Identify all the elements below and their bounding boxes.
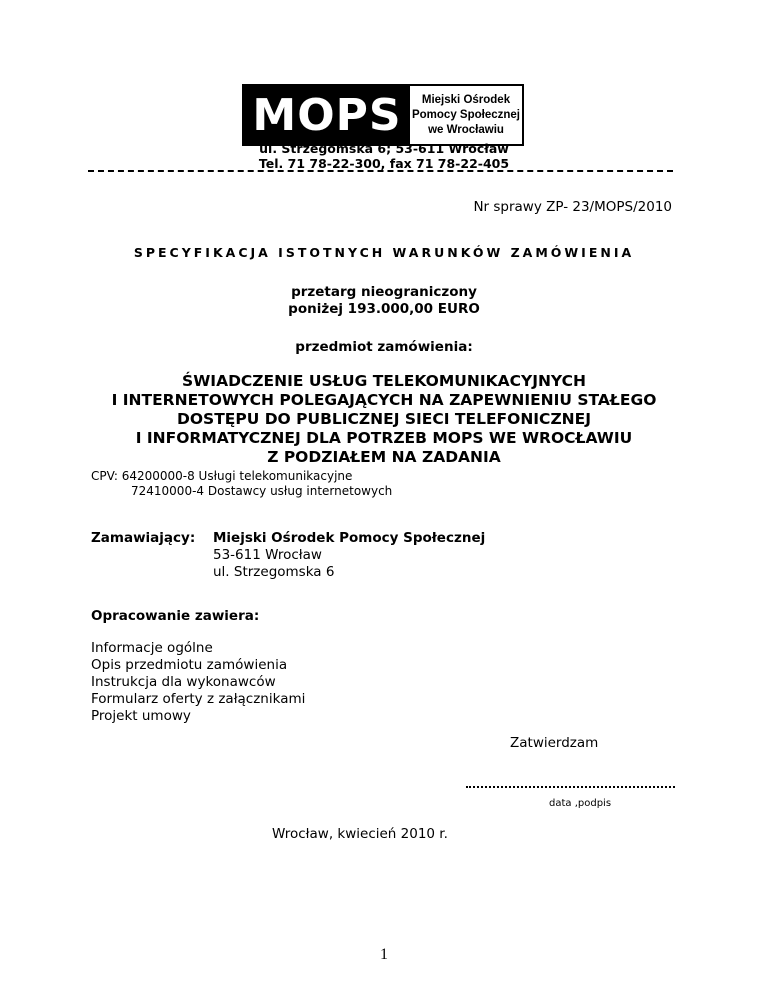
contents-list [91, 640, 305, 725]
logo-line-1: Miejski Ośrodek [421, 93, 511, 106]
orderer-label: Zamawiający: [91, 530, 196, 546]
subject-line-4: I INFORMATYCZNEJ DLA POTRZEB MOPS WE WROCŁAWIU [135, 429, 633, 447]
orderer-block [91, 530, 485, 581]
place-date: Wrocław, kwiecień 2010 r. [272, 826, 448, 842]
mops-logo [242, 84, 524, 146]
document-title: SPECYFIKACJA ISTOTNYCH WARUNKÓW ZAMÓWIENIA [133, 245, 635, 260]
cpv-codes [91, 469, 392, 499]
logo-line-3: we Wrocławiu [428, 123, 504, 136]
orderer-name: Miejski Ośrodek Pomocy Społecznej [213, 530, 486, 546]
cpv-line-2: 72410000-4 Dostawcy usług internetowych [131, 484, 393, 498]
approval-label: Zatwierdzam [510, 735, 599, 751]
orderer-street: ul. Strzegomska 6 [213, 564, 335, 580]
address-line: ul. Strzegomska 6; 53-611 Wrocław [259, 141, 509, 156]
contents-item: Formularz oferty z załącznikami [91, 691, 306, 707]
logo-mark: MOPS [244, 86, 410, 144]
subject-line-3: DOSTĘPU DO PUBLICZNEJ SIECI TELEFONICZNEJ [176, 410, 592, 428]
tender-threshold: poniżej 193.000,00 EURO [288, 301, 480, 317]
subject-line-1: ŚWIADCZENIE USŁUG TELEKOMUNIKACYJNYCH [182, 372, 586, 390]
tender-type: przetarg nieograniczony [291, 284, 477, 300]
phone-line: Tel. 71 78-22-300, fax 71 78-22-405 [258, 156, 510, 171]
subject-label: przedmiot zamówienia: [295, 339, 473, 355]
logo-text [410, 86, 522, 144]
contents-item: Opis przedmiotu zamówienia [91, 657, 288, 673]
header-divider [88, 170, 673, 172]
logo-line-2: Pomocy Społecznej [411, 108, 520, 121]
subject-line-5: Z PODZIAŁEM NA ZADANIA [267, 448, 501, 466]
case-number: Nr sprawy ZP- 23/MOPS/2010 [473, 199, 672, 215]
page-number: 1 [380, 946, 388, 963]
contents-item: Informacje ogólne [91, 640, 213, 656]
subject-line-2: I INTERNETOWYCH POLEGAJĄCYCH NA ZAPEWNIENIU STAŁEGO [111, 391, 657, 409]
orderer-postal: 53-611 Wrocław [213, 547, 322, 563]
contents-heading: Opracowanie zawiera: [91, 608, 260, 624]
signature-line [466, 786, 675, 788]
contents-item: Projekt umowy [91, 708, 191, 724]
contents-item: Instrukcja dla wykonawców [91, 674, 276, 690]
cpv-line-1: CPV: 64200000-8 Usługi telekomunikacyjne [91, 469, 353, 483]
subject-title [0, 372, 768, 467]
signature-caption: data ,podpis [549, 798, 612, 809]
